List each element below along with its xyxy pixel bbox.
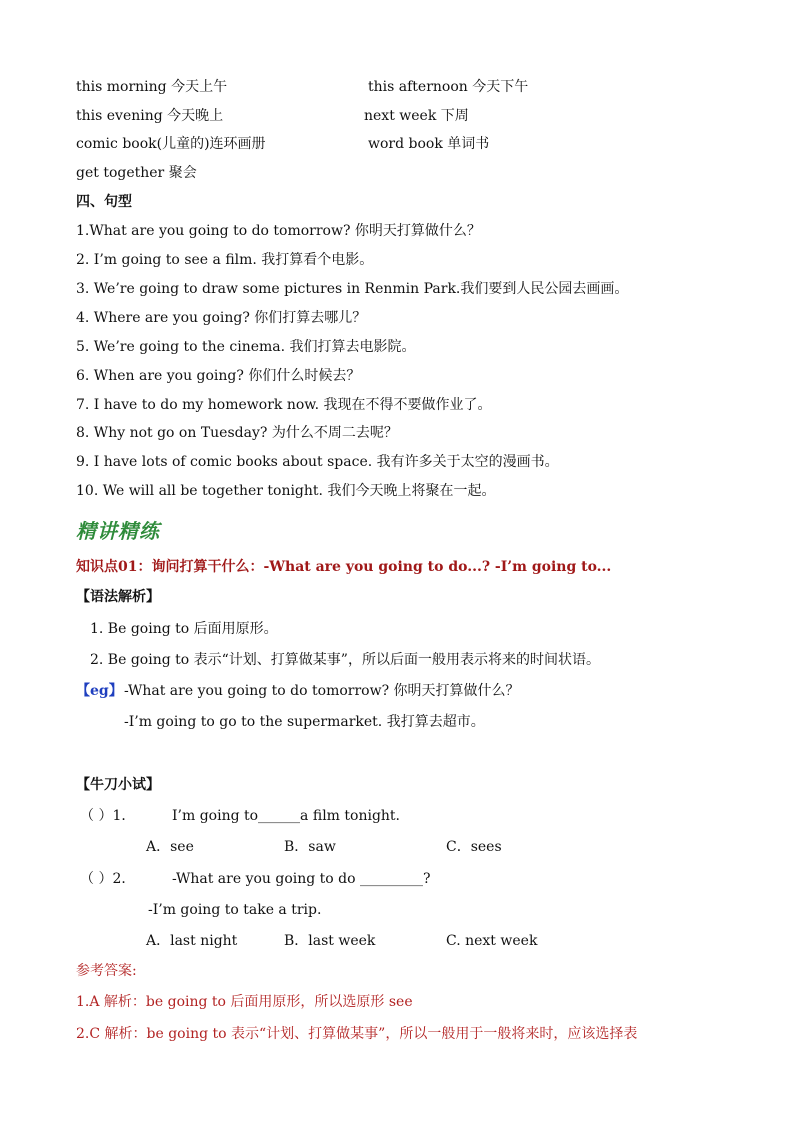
q1-stem: I’m going to______a film tonight. <box>172 808 400 824</box>
sentence-8: 8. Why not go on Tuesday? 为什么不周二去呢？ <box>76 425 398 441</box>
answer-line-1: 1.A 解析：be going to 后面用原形，所以选原形 see <box>76 994 413 1010</box>
q2-stem: -What are you going to do _________? <box>172 871 431 887</box>
quiz-heading: 【牛刀小试】 <box>76 777 160 793</box>
vocab-right-3: word book 单词书 <box>368 136 490 152</box>
q2-reply: -I’m going to take a trip. <box>148 902 322 918</box>
q1-option-b[interactable]: B．saw <box>284 839 336 855</box>
q2-answer-paren[interactable]: （ ）2． <box>80 871 136 887</box>
vocab-left-4: get together 聚会 <box>76 165 197 181</box>
grammar-point-2: 2. Be going to 表示“计划、打算做某事”，所以后面一般用表示将来的时间状语。 <box>90 652 600 668</box>
eg-tag: 【eg】 <box>76 683 123 699</box>
vocab-left-1: this morning 今天上午 <box>76 79 228 95</box>
q1-option-a[interactable]: A．see <box>146 839 194 855</box>
knowledge-point-title: 知识点01：询问打算干什么：-What are you going to do...? -I’m going to... <box>76 559 612 575</box>
answer-line-2: 2.C 解析：be going to 表示“计划、打算做某事”，所以一般用于一般将来时，应该选择表 <box>76 1026 638 1042</box>
eg-line-1: -What are you going to do tomorrow? 你明天打算做什么？ <box>124 683 520 699</box>
answers-heading: 参考答案: <box>76 963 137 979</box>
sentence-4: 4. Where are you going? 你们打算去哪儿？ <box>76 310 367 326</box>
sentence-3: 3. We’re going to draw some pictures in Renmin Park.我们要到人民公园去画画。 <box>76 281 629 297</box>
vocab-left-3: comic book(儿童的)连环画册 <box>76 136 266 152</box>
sentence-1: 1.What are you going to do tomorrow? 你明天打算做什么？ <box>76 223 481 239</box>
vocab-right-1: this afternoon 今天下午 <box>368 79 529 95</box>
sentence-7: 7. I have to do my homework now. 我现在不得不要做作业了。 <box>76 397 492 413</box>
grammar-point-1: 1. Be going to 后面用原形。 <box>90 621 278 637</box>
sentence-5: 5. We’re going to the cinema. 我们打算去电影院。 <box>76 339 416 355</box>
vocab-left-2: this evening 今天晚上 <box>76 108 224 124</box>
practice-title: 精讲精练 <box>76 519 160 543</box>
q2-option-b[interactable]: B．last week <box>284 933 376 949</box>
eg-line-2: -I’m going to go to the supermarket. 我打算去超市。 <box>124 714 485 730</box>
sentence-10: 10. We will all be together tonight. 我们今天晚上将聚在一起。 <box>76 483 496 499</box>
sentence-9: 9. I have lots of comic books about space. 我有许多关于太空的漫画书。 <box>76 454 559 470</box>
q1-answer-paren[interactable]: （ ）1． <box>80 808 136 824</box>
grammar-heading: 【语法解析】 <box>76 589 160 605</box>
q2-option-a[interactable]: A．last night <box>146 933 238 949</box>
section-heading-sentence-patterns: 四、句型 <box>76 194 132 210</box>
vocab-right-2: next week 下周 <box>364 108 469 124</box>
sentence-2: 2. I’m going to see a film. 我打算看个电影。 <box>76 252 374 268</box>
sentence-6: 6. When are you going? 你们什么时候去？ <box>76 368 361 384</box>
q1-option-c[interactable]: C．sees <box>446 839 502 855</box>
q2-option-c[interactable]: C. next week <box>446 933 538 949</box>
